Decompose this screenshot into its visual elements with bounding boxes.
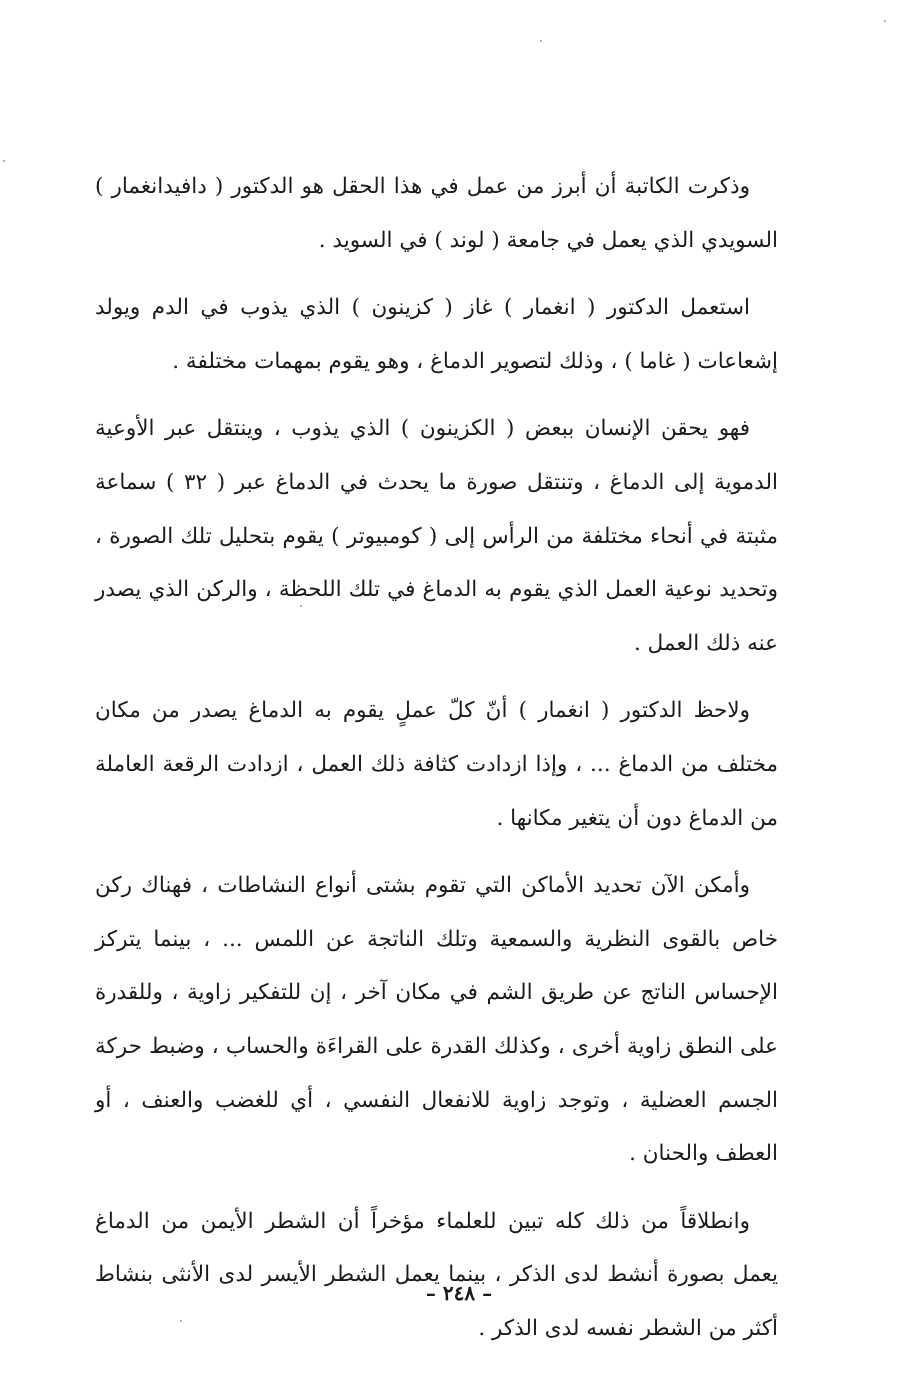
paragraph-1 (95, 160, 778, 267)
paragraph-5 (95, 859, 778, 1181)
paragraph-5-text: وأمكن الآن تحديد الأماكن التي تقوم بشتى أنواع النشاطات ، فهناك ركن خاص بالقوى النظرية والسمعية وتلك الناتجة عن اللمس ... ، بينما يتركز الإحساس الناتج عن طريق الشم في مكان آخر ، إن للتفكير زاوية ، وللقدرة على النطق زاوية أخرى ، وكذلك القدرة على القراءَة والحساب ، وضبط حركة الجسم العضلية ، وتوجد زاوية للانفعال النفسي ، أي للغضب والعنف ، أو العطف والحنان . (95, 873, 778, 1167)
paragraph-3-text: فهو يحقن الإنسان ببعض ( الكزينون ) الذي يذوب ، وينتقل عبر الأوعية الدموية إلى الدماغ ، وتنتقل صورة ما يحدث في الدماغ عبر ( ٣٢ ) سماعة مثبتة في أنحاء مختلفة من الرأس إلى ( كومبيوتر ) يقوم بتحليل تلك الصورة ، وتحديد نوعية العمل الذي يقوم به الدماغ في تلك اللحظة ، والركن الذي يصدر عنه ذلك العمل . (95, 416, 778, 656)
scan-speck (540, 40, 542, 42)
body-text (95, 160, 778, 1355)
paragraph-4 (95, 684, 778, 845)
scan-speck (300, 605, 302, 607)
scan-speck (884, 20, 886, 22)
scan-speck (3, 160, 5, 162)
paragraph-4-text: ولاحظ الدكتور ( انغمار ) أنّ كلّ عملٍ يقوم به الدماغ يصدر من مكان مختلف من الدماغ ... ، وإذا ازدادت كثافة ذلك العمل ، ازدادت الرقعة العاملة من الدماغ دون أن يتغير مكانها . (95, 698, 778, 831)
paragraph-6-text: وانطلاقاً من ذلك كله تبين للعلماء مؤخراً أن الشطر الأيمن من الدماغ يعمل بصورة أنشط لدى الذكر ، بينما يعمل الشطر الأيسر لدى الأنثى بنشاط أكثر من الشطر نفسه لدى الذكر . (95, 1208, 778, 1341)
paragraph-6 (95, 1195, 778, 1356)
paragraph-1-text: وذكرت الكاتبة أن أبرز من عمل في هذا الحقل هو الدكتور ( دافيدانغمار ) السويدي الذي يعمل في جامعة ( لوند ) في السويد . (95, 174, 778, 253)
page-number: – ٢٤٨ – (425, 1281, 493, 1305)
paragraph-2 (95, 281, 778, 388)
scan-speck (180, 1320, 182, 1322)
paragraph-3 (95, 402, 778, 670)
paragraph-2-text: استعمل الدكتور ( انغمار ) غاز ( كزينون ) الذي يذوب في الدم ويولد إشعاعات ( غاما ) ، وذلك لتصوير الدماغ ، وهو يقوم بمهمات مختلفة . (95, 295, 778, 374)
